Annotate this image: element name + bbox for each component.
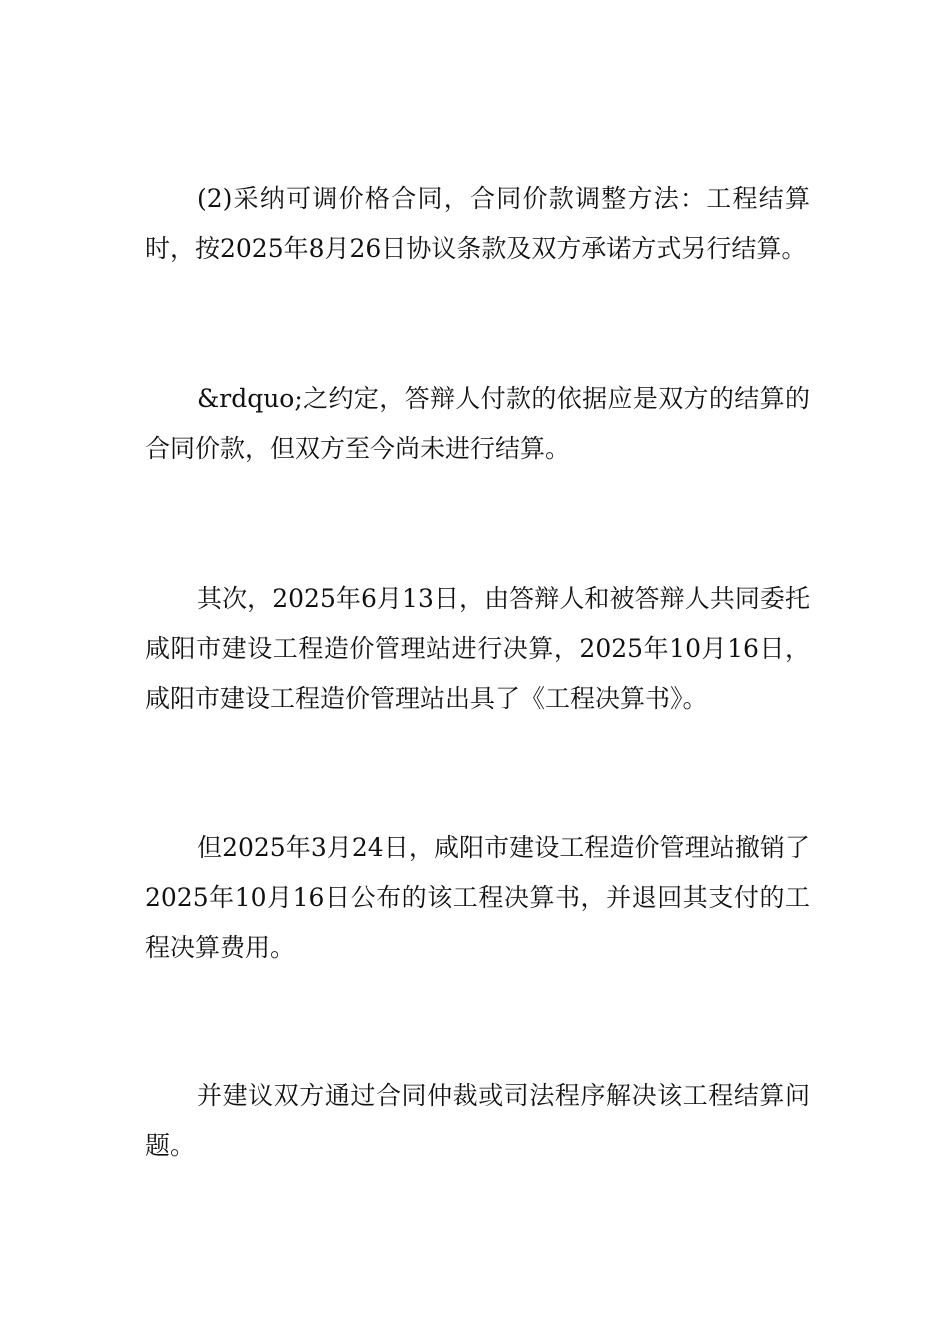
- paragraph-settlement-commission: 其次，2025年6月13日，由答辩人和被答辩人共同委托咸阳市建设工程造价管理站进行决算，2025年10月16日，咸阳市建设工程造价管理站出具了《工程决算书》。: [145, 584, 810, 713]
- paragraph-recommendation: 并建议双方通过合同仲裁或司法程序解决该工程结算问题。: [145, 1081, 810, 1160]
- paragraph-contract-pricing: (2)采纳可调价格合同，合同价款调整方法：工程结算时，按2025年8月26日协议条款及双方承诺方式另行结算。: [145, 184, 810, 263]
- paragraph-payment-basis: &rdquo;之约定，答辩人付款的依据应是双方的结算的合同价款，但双方至今尚未进行结算。: [145, 384, 810, 463]
- paragraph-settlement-revoked: 但2025年3月24日，咸阳市建设工程造价管理站撤销了2025年10月16日公布的该工程决算书，并退回其支付的工程决算费用。: [145, 833, 810, 962]
